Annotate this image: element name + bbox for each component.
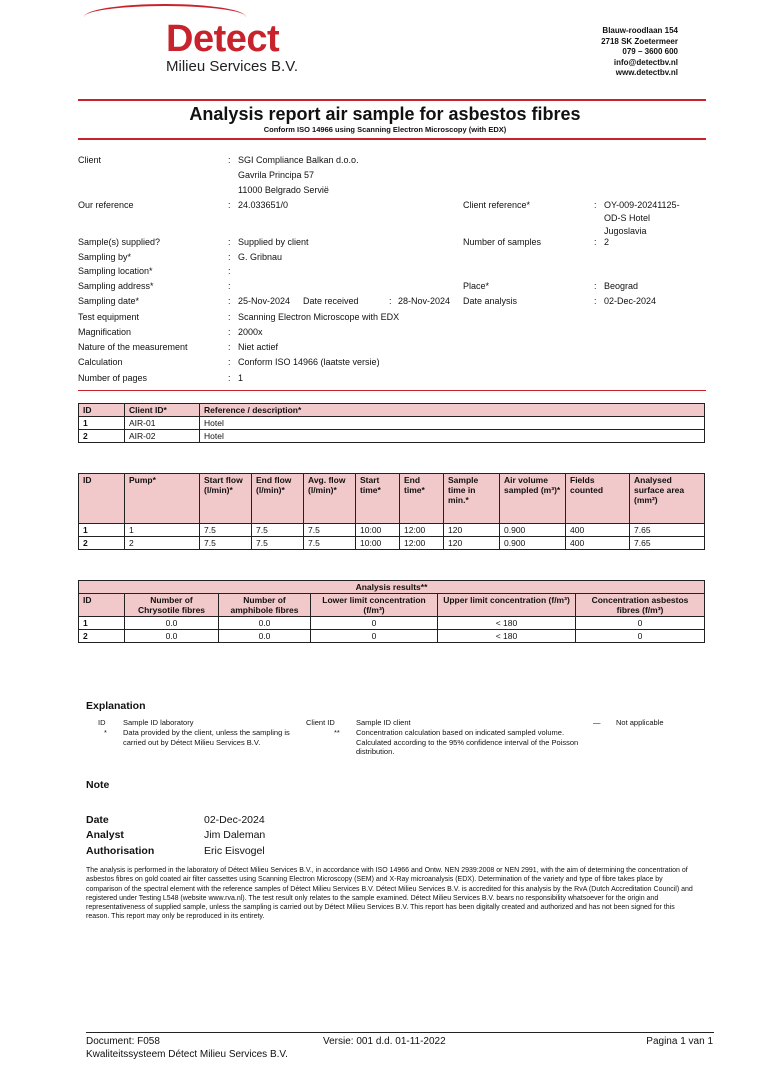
table-row [79, 417, 705, 430]
table-header: Reference / description* [200, 404, 705, 417]
client-reference-label: Client reference* [463, 200, 531, 210]
authorisation-value: Eric Eisvogel [204, 845, 265, 857]
client-reference-line-3: Jugoslavia [604, 226, 647, 236]
table-header: End flow (l/min)* [252, 474, 304, 524]
table-cell: 1 [79, 417, 125, 430]
place-label: Place* [463, 281, 490, 291]
footer-page: Pagina 1 van 1 [646, 1036, 713, 1047]
explanation-value: Data provided by the client, unless the sampling is carried out by Détect Milieu Services B.V. [123, 728, 290, 747]
table-header: Client ID* [125, 404, 200, 417]
date-received-value: 28-Nov-2024 [398, 296, 451, 306]
table-header: Number of amphibole fibres [219, 594, 311, 617]
table-header: Upper limit concentration (f/m³) [438, 594, 576, 617]
top-divider [78, 99, 706, 101]
pages-value: 1 [238, 373, 244, 383]
table-cell: 7.5 [200, 537, 252, 550]
table-cell: 10:00 [356, 537, 400, 550]
table-cell: AIR-02 [125, 430, 200, 443]
table-row [79, 537, 705, 550]
address-street: Blauw-roodlaan 154 [602, 26, 678, 35]
table-cell: 0.900 [500, 537, 566, 550]
table-cell: 0 [576, 630, 705, 643]
sampling-by-label: Sampling by* [78, 252, 132, 262]
table-header-row [79, 474, 705, 524]
table-cell: 7.65 [630, 524, 705, 537]
table-cell: Hotel [200, 430, 705, 443]
table-cell: Hotel [200, 417, 705, 430]
colon: : [228, 312, 231, 322]
num-samples-label: Number of samples [463, 237, 542, 247]
address-city: 2718 SK Zoetermeer [601, 36, 678, 46]
table-header: Analysed surface area (mm²) [630, 474, 705, 524]
table-cell: 12:00 [400, 537, 444, 550]
colon: : [228, 342, 231, 352]
colon: : [228, 281, 231, 291]
company-address [601, 26, 678, 79]
table-cell: 2 [125, 537, 200, 550]
table-header: ID [79, 594, 125, 617]
table-cell: < 180 [438, 617, 576, 630]
table-cell: 1 [125, 524, 200, 537]
table-header: Air volume sampled (m³)* [500, 474, 566, 524]
nature-value: Niet actief [238, 342, 279, 352]
colon: : [228, 200, 231, 210]
page-subtitle: Conform ISO 14966 using Scanning Electron Microscopy (with EDX) [263, 125, 507, 134]
results-table [78, 580, 705, 643]
supplied-value: Supplied by client [238, 237, 309, 247]
num-samples-value: 2 [604, 237, 610, 247]
nature-label: Nature of the measurement [78, 342, 188, 352]
client-label: Client [78, 155, 102, 165]
colon: : [594, 296, 597, 306]
address-email: info@detectbv.nl [613, 57, 678, 67]
colon: : [228, 266, 231, 276]
pump-table [78, 473, 705, 550]
table-cell: 0.0 [125, 617, 219, 630]
table-cell: 2 [79, 430, 125, 443]
table-header-row [79, 404, 705, 417]
colon: : [228, 373, 231, 383]
table-header: Start time* [356, 474, 400, 524]
pages-label: Number of pages [78, 373, 148, 383]
table-header: Avg. flow (l/min)* [304, 474, 356, 524]
explanation-key: ** [334, 728, 340, 737]
date-value: 02-Dec-2024 [204, 814, 265, 826]
table-cell: 0 [311, 617, 438, 630]
client-line-3: 11000 Belgrado Servië [238, 185, 329, 195]
results-caption-row [79, 581, 705, 594]
footer-document: Document: F058 [86, 1036, 160, 1047]
sampling-date-label: Sampling date* [78, 296, 140, 306]
table-header: Number of Chrysotile fibres [125, 594, 219, 617]
table-cell: 12:00 [400, 524, 444, 537]
test-equipment-label: Test equipment [78, 312, 140, 322]
table-header: Lower limit concentration (f/m³) [311, 594, 438, 617]
table-header: Sample time in min.* [444, 474, 500, 524]
table-cell: 7.5 [252, 524, 304, 537]
table-cell: 400 [566, 524, 630, 537]
sampling-location-label: Sampling location* [78, 266, 153, 276]
client-reference-line-2: OD-S Hotel [604, 213, 651, 223]
table-cell: 10:00 [356, 524, 400, 537]
colon: : [228, 296, 231, 306]
table-row [79, 630, 705, 643]
logo-wordmark: Detect [166, 18, 280, 60]
page-title: Analysis report air sample for asbestos fibres [189, 104, 581, 124]
table-cell: 400 [566, 537, 630, 550]
footer-divider [86, 1032, 714, 1033]
results-caption: Analysis results** [79, 581, 705, 594]
date-analysis-value: 02-Dec-2024 [604, 296, 657, 306]
table-cell: 1 [79, 617, 125, 630]
our-reference-label: Our reference [78, 200, 134, 210]
explanation-value: Sample ID laboratory [123, 718, 194, 727]
colon: : [389, 296, 392, 306]
table-cell: 120 [444, 524, 500, 537]
calculation-label: Calculation [78, 357, 123, 367]
explanation-key: ID [98, 718, 106, 727]
test-equipment-value: Scanning Electron Microscope with EDX [238, 312, 400, 322]
client-line-1: SGI Compliance Balkan d.o.o. [238, 155, 359, 165]
explanation-key: * [104, 728, 107, 737]
table-header: ID [79, 474, 125, 524]
table-cell: 0 [576, 617, 705, 630]
colon: : [228, 327, 231, 337]
date-received-label: Date received [303, 296, 359, 306]
sampling-date-value: 25-Nov-2024 [238, 296, 291, 306]
table-header: Fields counted [566, 474, 630, 524]
table-cell: 0.0 [125, 630, 219, 643]
explanation-heading: Explanation [86, 700, 146, 712]
address-phone: 079 – 3600 600 [622, 47, 678, 56]
table-header: Concentration asbestos fibres (f/m³) [576, 594, 705, 617]
table-cell: 0.0 [219, 617, 311, 630]
magnification-label: Magnification [78, 327, 132, 337]
table-header: ID [79, 404, 125, 417]
table-cell: < 180 [438, 630, 576, 643]
table-header-row [79, 594, 705, 617]
sampling-address-label: Sampling address* [78, 281, 154, 291]
sampling-by-value: G. Gribnau [238, 252, 283, 262]
note-heading: Note [86, 779, 110, 791]
table-cell: 1 [79, 524, 125, 537]
table-header: Start flow (l/min)* [200, 474, 252, 524]
calculation-value: Conform ISO 14966 (laatste versie) [238, 357, 380, 367]
colon: : [594, 200, 597, 210]
table-cell: AIR-01 [125, 417, 200, 430]
table-cell: 7.5 [304, 524, 356, 537]
sample-table [78, 403, 705, 443]
colon: : [228, 237, 231, 247]
table-cell: 2 [79, 537, 125, 550]
analyst-label: Analyst [86, 829, 124, 841]
colon: : [228, 252, 231, 262]
explanation-key: — [593, 718, 601, 727]
table-row [79, 524, 705, 537]
date-analysis-label: Date analysis [463, 296, 518, 306]
table-cell: 0 [311, 630, 438, 643]
address-website: www.detectbv.nl [615, 68, 678, 77]
table-cell: 7.5 [304, 537, 356, 550]
table-cell: 0.0 [219, 630, 311, 643]
colon: : [594, 237, 597, 247]
table-cell: 7.5 [200, 524, 252, 537]
footer-version: Versie: 001 d.d. 01-11-2022 [323, 1036, 446, 1047]
place-value: Beograd [604, 281, 639, 291]
table-row [79, 430, 705, 443]
colon: : [228, 155, 231, 165]
table-cell: 2 [79, 630, 125, 643]
supplied-label: Sample(s) supplied? [78, 237, 161, 247]
magnification-value: 2000x [238, 327, 263, 337]
client-reference-line-1: OY-009-20241125- [604, 200, 680, 210]
authorisation-label: Authorisation [86, 845, 155, 857]
table-cell: 120 [444, 537, 500, 550]
info-divider [78, 390, 706, 391]
client-line-2: Gavrila Principa 57 [238, 170, 315, 180]
disclaimer: The analysis is performed in the laboratory of Détect Milieu Services B.V., in accordance with ISO 14966 and Ontw. NEN 2939:2008 or NEN 2991, with the aim of determining the concentration of asbestos fibres on gold coated air filter cassettes using Scanning Electron Microscopy (SEM) and X-Ray microanalysis (EDX). Determination of the variety and type of fibre takes place by comparison of the spectral element with the reference samples of Détect Milieu Services B.V. Détect Milieu Services B.V. is accredited for this analysis by the RvA (Dutch Accreditation Council) and registered under Testing L548 (website www.rva.nl). The test result only relates to the sample examined. Détect Milieu Services B.V. bears no responsibility whatsoever for the origin and representativeness of supplied sample, unless the sampling is carried out by Détect Milieu Services B.V. This report has been digitally created and authorized and has not been signed for this reason. This report may only be reproduced in its entirety. [86, 867, 693, 921]
explanation-value: Not applicable [616, 718, 664, 727]
table-cell: 7.5 [252, 537, 304, 550]
colon: : [594, 281, 597, 291]
date-label: Date [86, 814, 109, 826]
explanation-key: Client ID [306, 718, 335, 727]
our-reference-value: 24.033651/0 [238, 200, 289, 210]
logo-subtitle: Milieu Services B.V. [166, 58, 298, 75]
table-row [79, 617, 705, 630]
footer-system: Kwaliteitssysteem Détect Milieu Services B.V. [86, 1049, 288, 1060]
table-header: Pump* [125, 474, 200, 524]
explanation-value: Sample ID client [356, 718, 411, 727]
explanation-value: Concentration calculation based on indicated sampled volume. Calculated according to the 95% confidence interval of the Poisson distribution. [356, 728, 579, 756]
analyst-value: Jim Daleman [204, 829, 266, 841]
colon: : [228, 357, 231, 367]
title-divider [78, 138, 706, 140]
table-cell: 0.900 [500, 524, 566, 537]
table-cell: 7.65 [630, 537, 705, 550]
table-header: End time* [400, 474, 444, 524]
